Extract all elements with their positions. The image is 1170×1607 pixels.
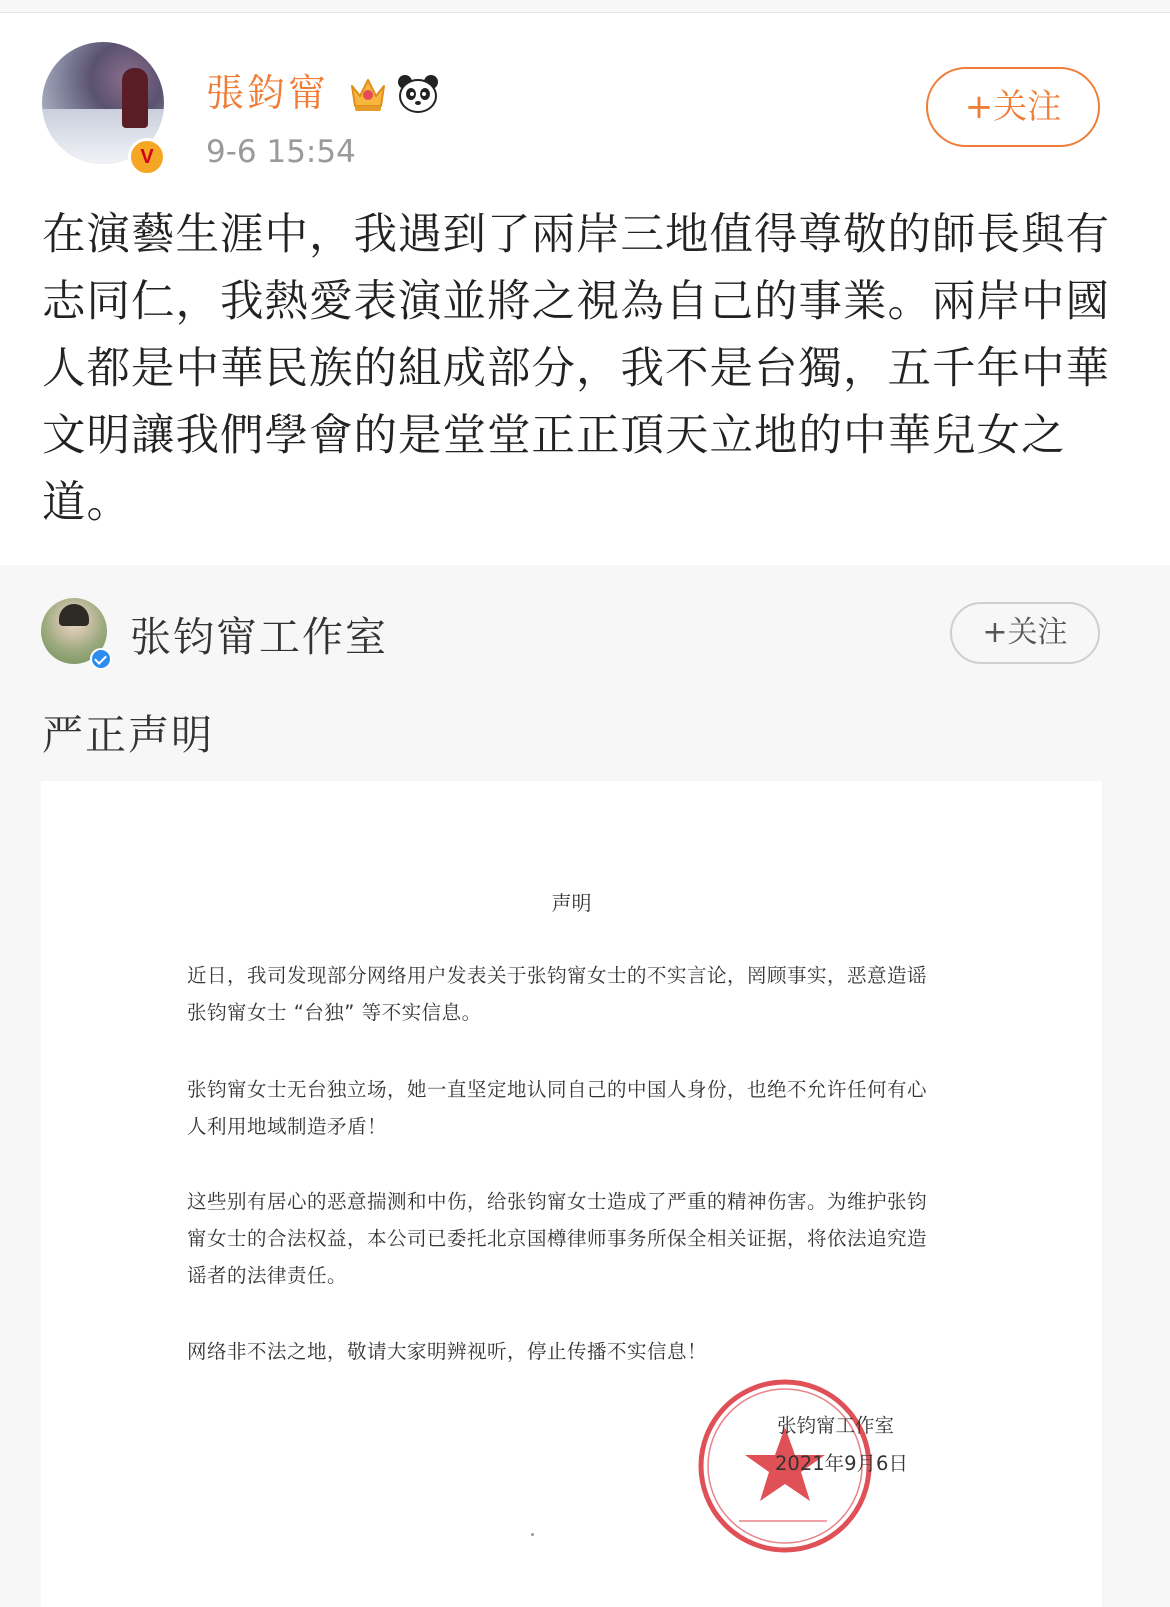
statement-image[interactable] (41, 781, 1102, 1607)
follow-button[interactable]: +关注 (926, 67, 1100, 147)
repost-title: 严正声明 (42, 711, 214, 759)
statement-paragraph: 网络非不法之地，敬请大家明辨视听，停止传播不实信息！ (187, 1340, 708, 1363)
signature-name: 张钧甯工作室 (777, 1414, 895, 1437)
statement-paragraph: 张钧甯女士无台独立场，她一直坚定地认同自己的中国人身份，也绝不允许任何有心人利用地域制造矛盾！ (187, 1078, 928, 1138)
panda-icon (396, 72, 440, 116)
user-name[interactable]: 張鈞甯 (206, 71, 330, 115)
post-text: 在演藝生涯中，我遇到了兩岸三地值得尊敬的師長與有志同仁，我熱愛表演並將之視為自己的事業。兩岸中國人都是中華民族的組成部分，我不是台獨，五千年中華文明讓我們學會的是堂堂正正頂天立地的中華兒女之道。 (42, 210, 1110, 528)
top-divider (0, 0, 1170, 13)
statement-paragraph: 近日，我司发现部分网络用户发表关于张钧甯女士的不实言论，罔顾事实，恶意造谣张钧甯女士 “台独” 等不实信息。 (187, 964, 928, 1024)
page-dot (531, 1533, 534, 1536)
signature-date: 2021年9月6日 (775, 1452, 908, 1475)
statement-paragraph: 这些别有居心的恶意揣测和中伤，给张钧甯女士造成了严重的精神伤害。为维护张钧甯女士的合法权益，本公司已委托北京国樽律师事务所保全相关证据，将依法追究造谣者的法律责任。 (187, 1190, 928, 1287)
repost-account-name[interactable]: 张钧甯工作室 (130, 613, 388, 661)
follow-studio-button[interactable]: +关注 (950, 602, 1100, 664)
statement-title: 声明 (551, 891, 592, 915)
verified-badge-icon: V (128, 138, 166, 176)
post-time: 9-6 15:54 (206, 134, 356, 170)
crown-icon (346, 72, 390, 116)
verified-check-icon (90, 648, 112, 670)
